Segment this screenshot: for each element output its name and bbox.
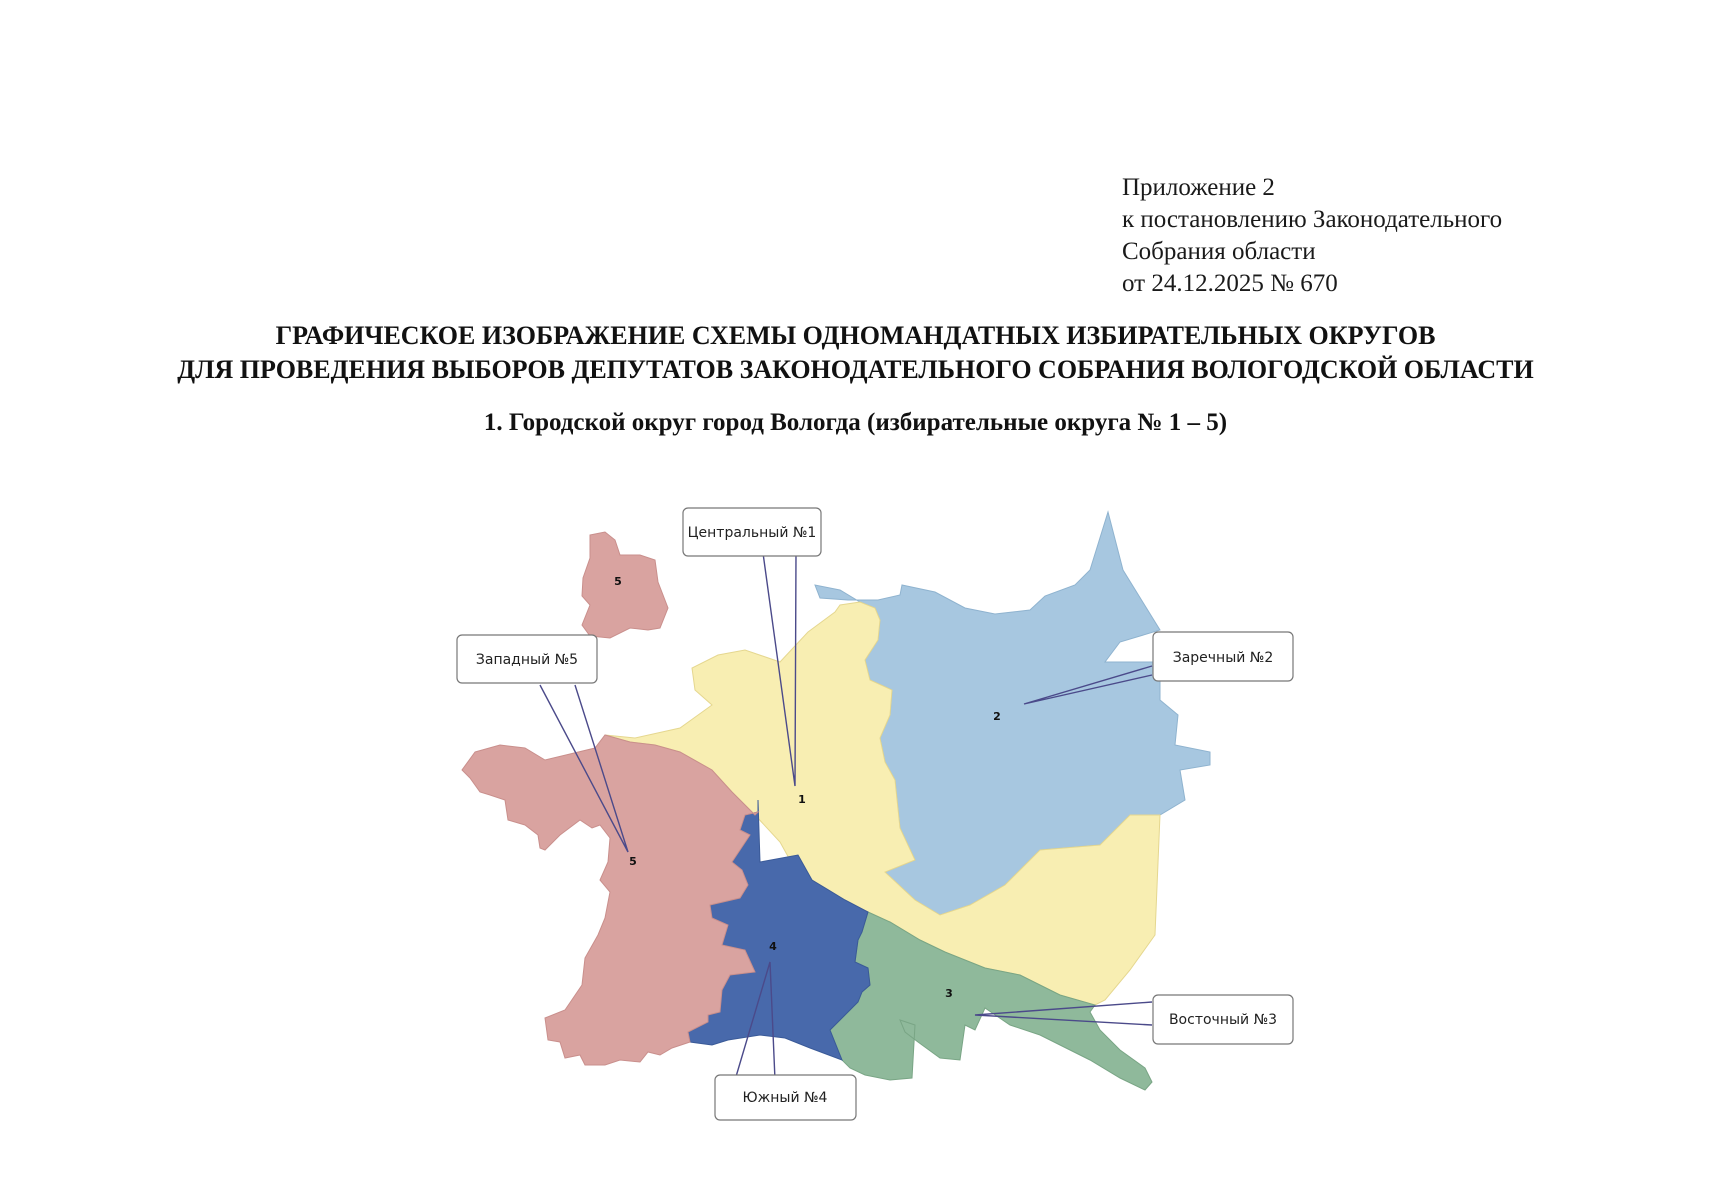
callout-central-1 — [683, 508, 821, 556]
district-number-3: 3 — [945, 987, 953, 1000]
callout-label: Западный №5 — [475, 652, 579, 668]
exclave-number-5: 5 — [614, 575, 622, 588]
callout-yuzhny-4 — [715, 1075, 856, 1120]
district-number-5: 5 — [629, 855, 637, 868]
callout-zapadny-5 — [457, 635, 597, 683]
callout-zarechny-2 — [1153, 632, 1293, 681]
section-heading: 1. Городской округ город Вологда (избирательные округа № 1 – 5) — [483, 409, 1228, 436]
appendix-line: Приложение 2 — [1122, 174, 1275, 201]
appendix-line: к постановлению Законодательного — [1122, 206, 1503, 233]
district-number-2: 2 — [993, 710, 1001, 723]
callout-vostochny-3 — [1153, 995, 1293, 1044]
appendix-line: от 24.12.2025 № 670 — [1122, 270, 1338, 297]
district-number-4: 4 — [769, 940, 777, 953]
appendix-line: Собрания области — [1122, 238, 1316, 265]
document-title-line-1: ГРАФИЧЕСКОЕ ИЗОБРАЖЕНИЕ СХЕМЫ ОДНОМАНДАТНЫХ ИЗБИРАТЕЛЬНЫХ ОКРУГОВ — [275, 321, 1436, 350]
district-number-1: 1 — [798, 793, 806, 806]
district-5-exclave-area — [582, 532, 668, 638]
callout-label: Южный №4 — [742, 1090, 828, 1106]
document-title-line-2: ДЛЯ ПРОВЕДЕНИЯ ВЫБОРОВ ДЕПУТАТОВ ЗАКОНОДАТЕЛЬНОГО СОБРАНИЯ ВОЛОГОДСКОЙ ОБЛАСТИ — [177, 355, 1534, 384]
callout-label: Восточный №3 — [1168, 1012, 1278, 1028]
callout-label: Заречный №2 — [1172, 650, 1274, 666]
callout-label: Центральный №1 — [687, 525, 817, 541]
